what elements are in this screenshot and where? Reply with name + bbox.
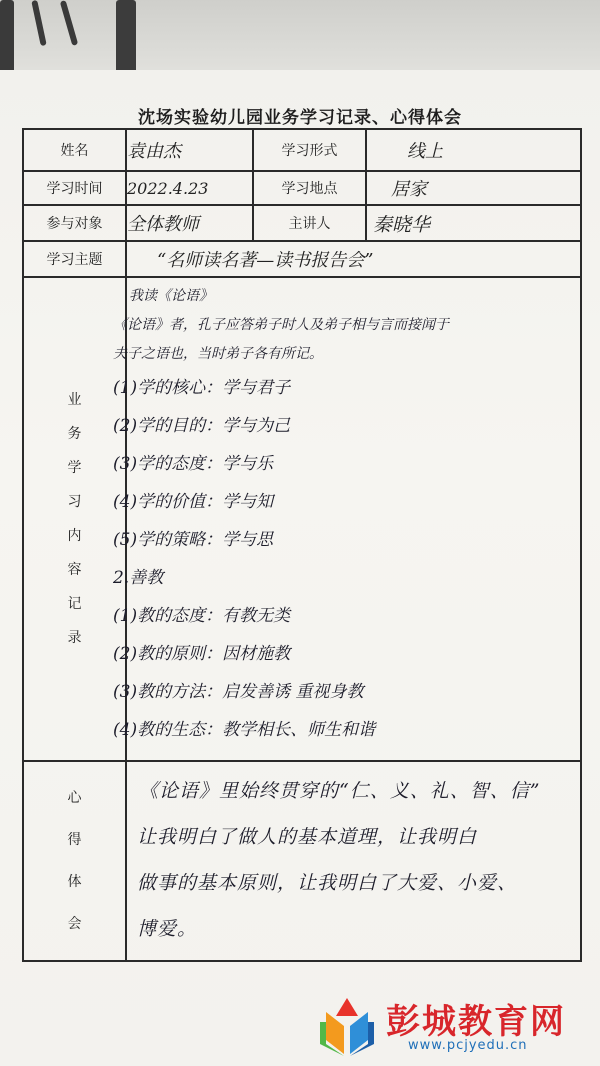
content-line: (4)学的价值：学与知 (113, 492, 274, 512)
book-logo-icon (316, 992, 378, 1058)
name-value: 袁由杰 (126, 129, 253, 171)
binder-clip-wire (60, 0, 78, 46)
content-line: (4)教的生态：教学相长、师生和谐 (113, 720, 376, 740)
audience-value: 全体教师 (126, 205, 253, 241)
reflection-label (23, 761, 126, 961)
reflection-label-text: 心得体会 (67, 790, 82, 932)
row-name (23, 129, 581, 171)
row-reflection (23, 761, 581, 961)
row-audience (23, 205, 581, 241)
content-body (113, 277, 581, 761)
time-value: 2022.4.23 (126, 171, 253, 205)
document-title: 沈场实验幼儿园业务学习记录、心得体会 (138, 108, 462, 128)
form-label: 学习形式 (253, 129, 366, 171)
reflection-line: 做事的基本原则，让我明白了大爱、小爱、 (137, 872, 518, 894)
time-label: 学习时间 (23, 171, 126, 205)
reflection-lines (127, 762, 580, 952)
reflection-line: 让我明白了做人的基本道理，让我明白 (137, 826, 478, 848)
reflection-body (126, 761, 581, 961)
watermark-url: www.pcjyedu.cn (408, 1038, 528, 1053)
content-line: 《论语》者，孔子应答弟子时人及弟子相与言而接闻于 (113, 317, 449, 333)
record-form (22, 128, 582, 962)
content-line: (3)教的方法：启发善诱 重视身教 (113, 682, 364, 702)
content-line: 夫子之语也，当时弟子各有所记。 (113, 346, 323, 362)
place-value: 居家 (366, 171, 581, 205)
form-value: 线上 (366, 129, 581, 171)
place-label: 学习地点 (253, 171, 366, 205)
content-line: (2)教的原则：因材施教 (113, 644, 291, 664)
row-time (23, 171, 581, 205)
binder-clip-left (0, 0, 14, 78)
content-line: (3)学的态度：学与乐 (113, 454, 274, 474)
content-lines (83, 278, 580, 749)
reflection-line: 《论语》里始终贯穿的“仁、义、礼、智、信” (139, 780, 541, 802)
watermark-brand: 彭城教育网 (386, 1002, 566, 1042)
watermark-logo (316, 990, 596, 1062)
name-label: 姓名 (23, 129, 126, 171)
speaker-label: 主讲人 (253, 205, 366, 241)
content-line: (5)学的策略：学与思 (113, 530, 274, 550)
content-line: (1)学的核心：学与君子 (113, 378, 291, 398)
content-line: 2.善教 (113, 568, 164, 588)
content-label-text: 业务学习内容记录 (67, 392, 82, 646)
reflection-line: 博爱。 (137, 918, 198, 940)
row-topic (23, 241, 581, 277)
content-line: (1)教的态度：有教无类 (113, 606, 291, 626)
row-content (23, 277, 581, 761)
topic-label: 学习主题 (23, 241, 126, 277)
speaker-value: 秦晓华 (366, 205, 581, 241)
content-line: 我读《论语》 (129, 288, 213, 304)
topic-value: “名师读名著—读书报告会” (126, 241, 581, 277)
content-line: (2)学的目的：学与为己 (113, 416, 291, 436)
audience-label: 参与对象 (23, 205, 126, 241)
binder-clip-wire (31, 0, 46, 46)
